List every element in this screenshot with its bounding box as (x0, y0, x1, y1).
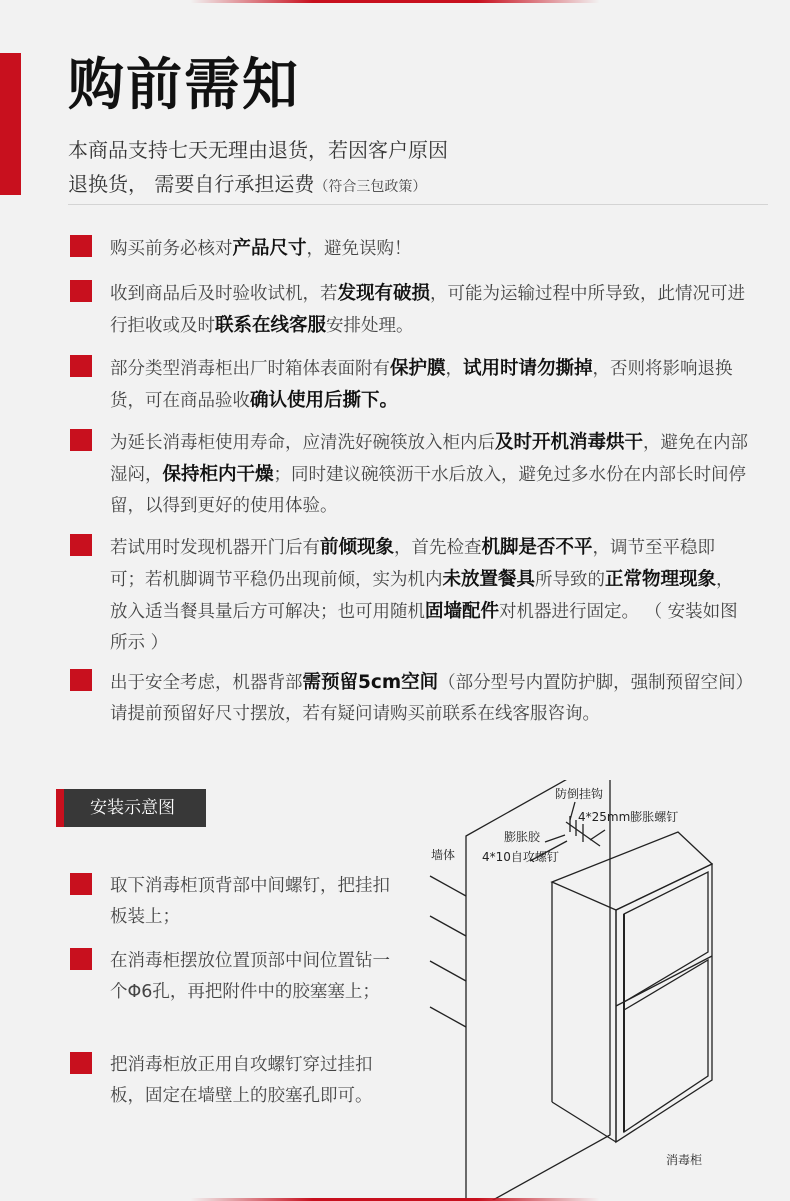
notice-text: 收到商品后及时验收试机，若发现有破损，可能为运输过程中所导致，此情况可进行拒收或及时联系在线客服安排处理。 (110, 283, 746, 336)
intro-line-2 (68, 167, 768, 204)
label-self-tapping-screw: 4*10自攻螺钉 (482, 850, 559, 864)
label-wall: 墙体 (431, 848, 456, 862)
red-square-bullet-icon (70, 235, 92, 257)
red-square-bullet-icon (70, 534, 92, 556)
notice-item-1 (70, 233, 750, 265)
return-policy-intro (68, 133, 768, 204)
installation-diagram (420, 780, 780, 1200)
notice-text: 为延长消毒柜使用寿命，应清洗好碗筷放入柜内后及时开机消毒烘干，避免在内部湿闷，保持柜内干燥；同时建议碗筷沥干水后放入，避免过多水份在内部长时间停留，以得到更好的使用体验。 (110, 432, 749, 516)
notice-item-6 (70, 667, 750, 730)
red-square-bullet-icon (70, 355, 92, 377)
red-square-bullet-icon (70, 873, 92, 895)
red-square-bullet-icon (70, 1052, 92, 1074)
intro-line-1: 本商品支持七天无理由退货，若因客户原因 (68, 138, 448, 162)
red-square-bullet-icon (70, 948, 92, 970)
label-expansion-screw: 4*25mm膨胀螺钉 (578, 810, 679, 824)
install-step-1 (70, 871, 400, 933)
notice-text: 若试用时发现机器开门后有前倾现象，首先检查机脚是否不平，调节至平稳即可；若机脚调节平稳仍出现前倾，实为机内未放置餐具所导致的正常物理现象，放入适当餐具量后方可解决；也可用随机固墙配件对机器进行固定。 （ 安装如图所示 ） (110, 537, 738, 653)
install-step-text: 在消毒柜摆放位置顶部中间位置钻一个Φ6孔，再把附件中的胶塞塞上； (110, 951, 390, 1002)
install-step-text: 取下消毒柜顶背部中间螺钉，把挂扣板装上； (110, 876, 390, 927)
notice-item-2 (70, 278, 750, 342)
section-divider (68, 204, 768, 205)
title-accent-bar (0, 53, 21, 195)
install-step-text: 把消毒柜放正用自攻螺钉穿过挂扣板，固定在墙壁上的胶塞孔即可。 (110, 1055, 373, 1106)
intro-note: （符合三包政策） (314, 179, 427, 195)
notice-text: 购买前务必核对产品尺寸，避免误购！ (110, 238, 412, 259)
install-step-2 (70, 946, 400, 1008)
red-square-bullet-icon (70, 280, 92, 302)
cabinet-drawing-icon (552, 832, 712, 1142)
label-expansion-plug: 膨胀胶 (504, 830, 541, 844)
page-title: 购前需知 (68, 53, 300, 118)
notice-text: 出于安全考虑，机器背部需预留5cm空间（部分型号内置防护脚，强制预留空间）请提前预留好尺寸摆放，若有疑问请购买前联系在线客服咨询。 (110, 672, 745, 724)
install-step-3 (70, 1050, 400, 1112)
top-decor-line (190, 0, 600, 3)
red-square-bullet-icon (70, 429, 92, 451)
notice-item-3 (70, 353, 750, 417)
notice-item-4 (70, 427, 750, 522)
label-anti-tip-hook: 防倒挂钩 (555, 787, 604, 801)
intro-line-2-text: 退换货， 需要自行承担运费 (68, 172, 315, 196)
label-cabinet: 消毒柜 (666, 1153, 703, 1167)
notice-text: 部分类型消毒柜出厂时箱体表面附有保护膜，试用时请勿撕掉，否则将影响退换货，可在商品验收确认使用后撕下。 (110, 358, 733, 411)
install-diagram-label: 安装示意图 (56, 789, 206, 827)
notice-item-5 (70, 532, 750, 659)
red-square-bullet-icon (70, 669, 92, 691)
